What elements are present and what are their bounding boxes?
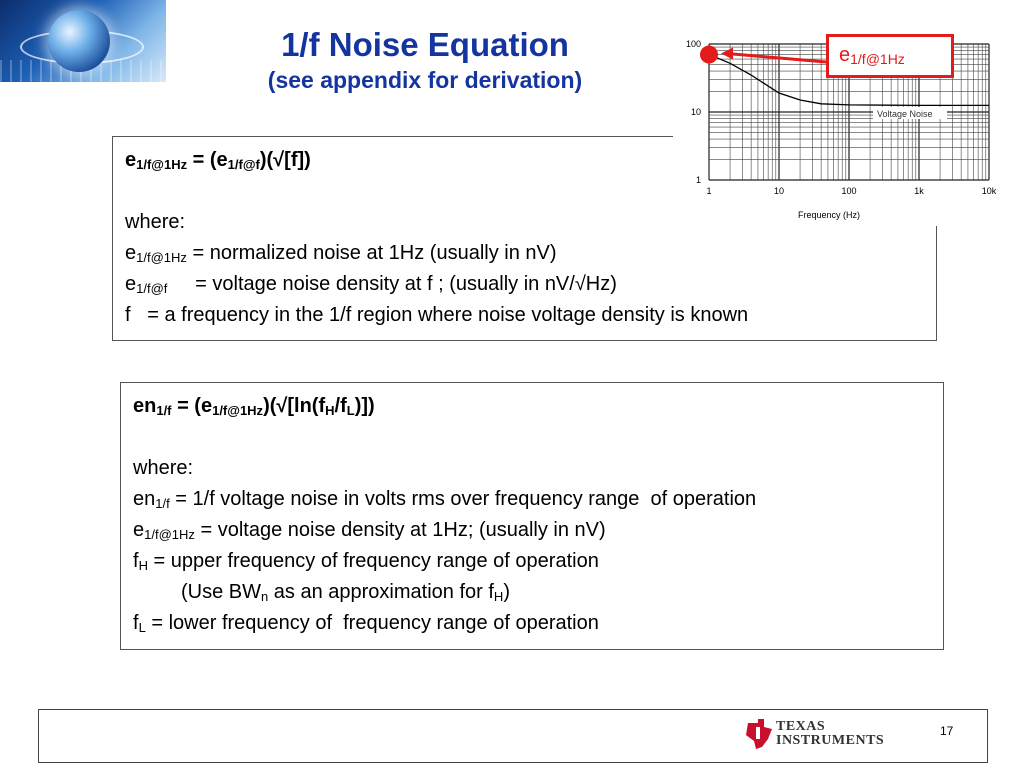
title-main: 1/f Noise Equation: [281, 26, 569, 63]
definition-line: $f_L$ = lower frequency of frequency range of operation: [133, 612, 599, 635]
title-subtitle: (see appendix for derivation): [267, 67, 583, 93]
equation-1: [125, 145, 748, 176]
definition-line: $f_H$ = upper frequency of frequency range of operation: [133, 550, 599, 573]
eq1-sub: 1/f@f: [227, 157, 260, 172]
equation-box-2: [120, 382, 944, 650]
y-tick-label: 10: [690, 107, 701, 117]
definition-line: $e_{1/f@1Hz}$ = voltage noise density at 1Hz; (usually in nV): [133, 519, 606, 542]
x-tick-label: 1k: [914, 186, 924, 196]
definition-line: (Use $BW_n$ as an approximation for $f_H$): [181, 581, 510, 604]
x-tick-label: 10k: [981, 186, 997, 196]
series-label: Voltage Noise: [877, 109, 933, 119]
page-number: 17: [940, 724, 954, 738]
x-tick-label: 10: [773, 186, 785, 196]
definition-line: $en_{1/f} = 1/f$ voltage noise in volts rms over frequency range of operation: [133, 488, 757, 511]
eq1-term: = (e: [187, 149, 228, 171]
definition-line: $e_{1/f@f}$ = voltage noise density at f ; (usually in nV/√Hz): [125, 273, 617, 296]
where-label: where:: [133, 457, 194, 479]
where-label: where:: [125, 211, 186, 233]
callout-arrow-head: [721, 48, 733, 60]
globe-icon: [48, 10, 110, 72]
brand-line-2: INSTRUMENTS: [776, 733, 885, 748]
callout-label: $e_{1/f@1Hz}$: [826, 34, 954, 78]
brand-line-1: TEXAS: [776, 719, 826, 734]
eq1-term: )(√[f]): [259, 149, 311, 171]
eq1-term: e: [125, 149, 137, 171]
equation-2: $en_{1/f} = (e_{1/f@1Hz})(√[\ln(f_H/f_L)])$: [133, 395, 375, 418]
brand-wordmark: [776, 720, 884, 748]
eq1-sub: 1/f@1Hz: [136, 157, 188, 172]
y-tick-label: 1: [695, 175, 701, 185]
x-axis-label: Frequency (Hz): [797, 210, 861, 220]
header-globe-image: [0, 0, 166, 82]
definition-line: $e_{1/f@1Hz}$ = normalized noise at 1Hz (usually in nV): [125, 242, 557, 265]
x-tick-label: 100: [841, 186, 857, 196]
slide-title: [200, 24, 650, 94]
definition-line: f = a frequency in the 1/f region where noise voltage density is known: [125, 304, 749, 326]
x-tick-label: 1: [706, 186, 712, 196]
marker-point: [700, 46, 718, 64]
y-tick-label: 100: [685, 39, 701, 49]
